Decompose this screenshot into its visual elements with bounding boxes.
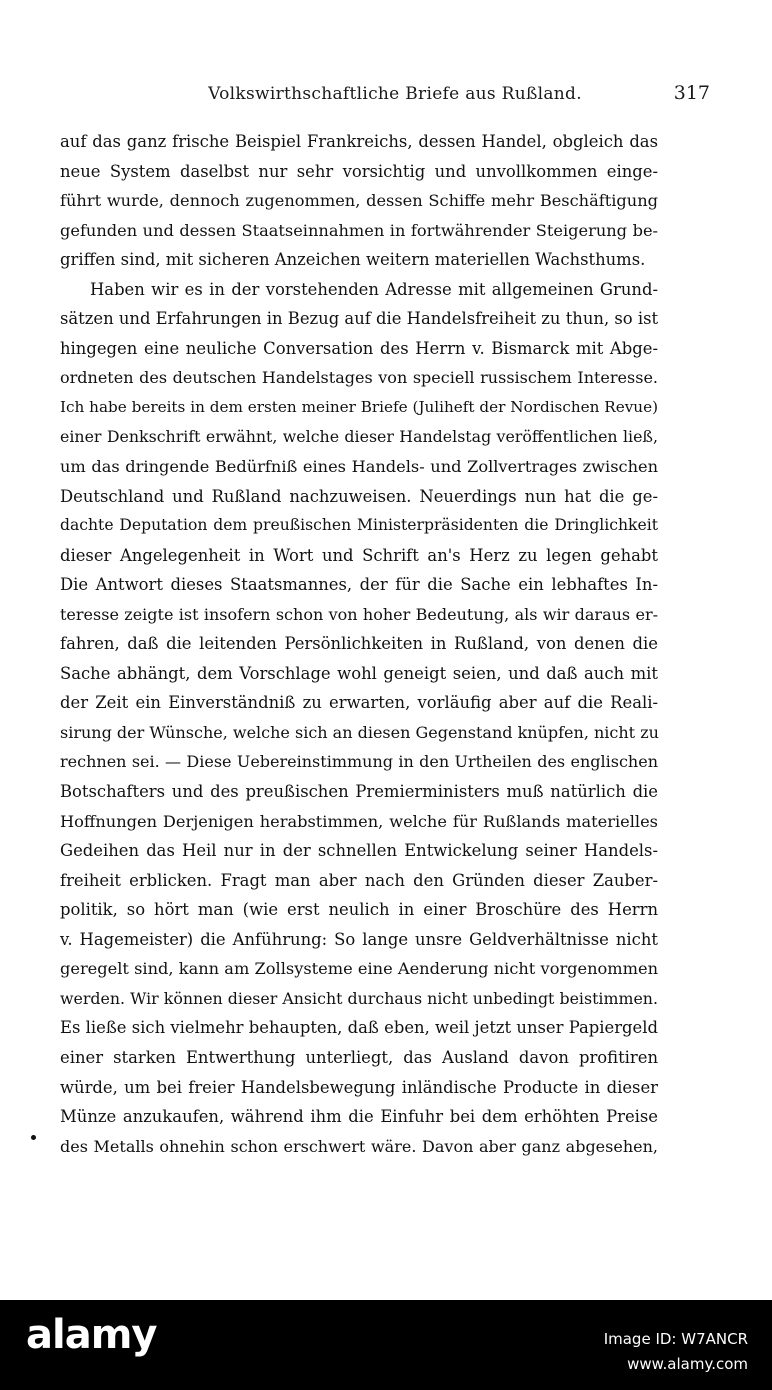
text-line: dachte Deputation dem preußischen Ministerpräsidenten die Dringlichkeit [60,516,658,535]
text-line: Botschafters und des preußischen Premierministers muß natürlich die [60,782,658,802]
text-line: Gedeihen das Heil nur in der schnellen Entwickelung seiner Handels- [60,841,658,861]
text-line: gefunden und dessen Staatseinnahmen in fortwährender Steigerung be- [60,220,658,240]
image-id-label: Image ID: W7ANCR [603,1330,748,1348]
page-number: 317 [673,82,710,104]
text-line: teresse zeigte ist insofern schon von hoher Bedeutung, als wir daraus er- [60,604,658,624]
text-line: einer starken Entwerthung unterliegt, das Ausland davon profitiren [60,1047,658,1067]
text-line: Deutschland und Rußland nachzuweisen. Neuerdings nun hat die ge- [60,486,658,506]
text-line: der Zeit ein Einverständniß zu erwarten, vorläufig aber auf die Reali- [60,693,658,713]
text-line: sätzen und Erfahrungen in Bezug auf die Handelsfreiheit zu thun, so ist [60,309,659,329]
text-line: führt wurde, dennoch zugenommen, dessen Schiffe mehr Beschäftigung [60,191,658,211]
text-line: Haben wir es in der vorstehenden Adresse mit allgemeinen Grund- [90,279,658,299]
text-line: würde, um bei freier Handelsbewegung inländische Producte in dieser [60,1077,658,1097]
text-line: griffen sind, mit sicheren Anzeichen weitern materiellen Wachsthums. [60,250,646,270]
text-line: hingegen eine neuliche Conversation des Herrn v. Bismarck mit Abge- [60,338,658,358]
text-line: des Metalls ohnehin schon erschwert wäre. Davon aber ganz abgesehen, [60,1136,658,1156]
running-header [60,84,710,114]
text-line: rechnen sei. — Diese Uebereinstimmung in den Urtheilen des englischen [60,752,658,772]
body-text [60,127,658,1161]
text-line: geregelt sind, kann am Zollsysteme eine Aenderung nicht vorgenommen [60,959,658,979]
text-line: sirung der Wünsche, welche sich an diesen Gegenstand knüpfen, nicht zu [60,722,659,742]
margin-speck [31,1135,36,1140]
text-line: v. Hagemeister) die Anführung: So lange unsre Geldverhältnisse nicht [60,929,658,949]
text-line: Es ließe sich vielmehr behaupten, daß eben, weil jetzt unser Papiergeld [60,1018,658,1038]
text-line: auf das ganz frische Beispiel Frankreichs, dessen Handel, obgleich das [60,132,658,151]
text-line: ordneten des deutschen Handelstages von speciell russischem Interesse. [60,368,658,388]
watermark-url: www.alamy.com [627,1355,748,1373]
text-line: Münze anzukaufen, während ihm die Einfuhr bei dem erhöhten Preise [60,1107,658,1127]
text-line: um das dringende Bedürfniß eines Handels- und Zollvertrages zwischen [60,457,658,477]
text-line: politik, so hört man (wie erst neulich in einer Broschüre des Herrn [60,900,658,920]
text-line: werden. Wir können dieser Ansicht durchaus nicht unbedingt beistimmen. [60,988,658,1008]
alamy-logo: alamy [26,1312,157,1358]
text-line: freiheit erblicken. Fragt man aber nach den Gründen dieser Zauber- [60,870,658,890]
text-line: Die Antwort dieses Staatsmannes, der für die Sache ein lebhaftes In- [60,575,658,595]
text-line: Hoffnungen Derjenigen herabstimmen, welche für Rußlands materielles [60,811,658,831]
text-line: einer Denkschrift erwähnt, welche dieser Handelstag veröffentlichen ließ, [60,427,658,447]
text-line: Sache abhängt, dem Vorschlage wohl geneigt seien, und daß auch mit [60,663,658,683]
text-line: dieser Angelegenheit in Wort und Schrift an's Herz zu legen gehabt [60,545,658,565]
running-title: Volkswirthschaftliche Briefe aus Rußland. [208,84,582,104]
text-line: Ich habe bereits in dem ersten meiner Briefe (Juliheft der Nordischen Revue) [60,397,658,416]
text-line: fahren, daß die leitenden Persönlichkeiten in Rußland, von denen die [60,634,658,654]
watermark-bar [0,1300,772,1390]
text-line: neue System daselbst nur sehr vorsichtig und unvollkommen einge- [60,161,658,181]
